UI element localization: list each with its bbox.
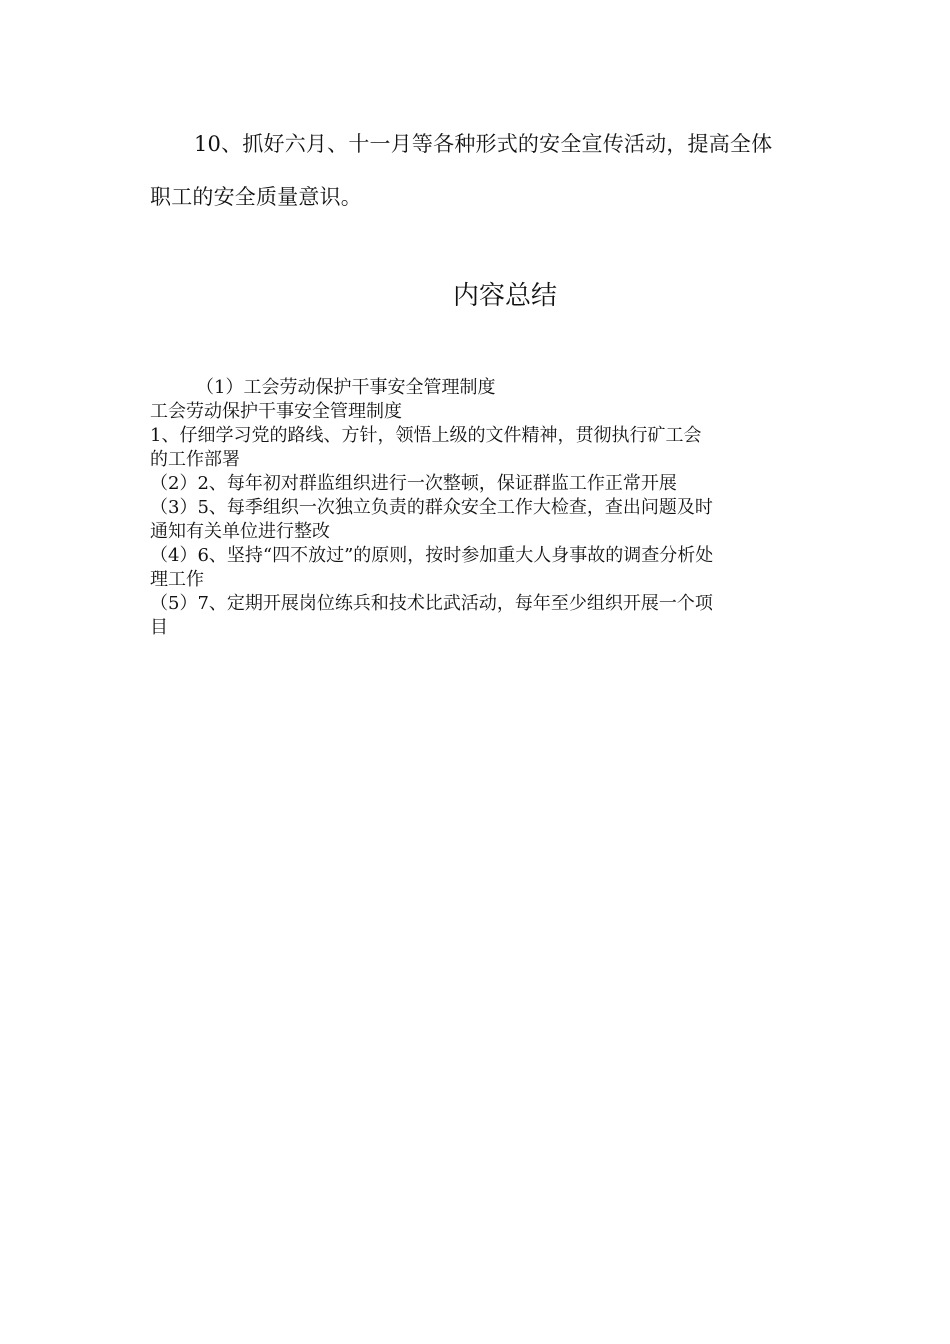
- summary-line: 的工作部署: [150, 449, 240, 470]
- summary-line: （1）工会劳动保护干事安全管理制度: [196, 377, 496, 398]
- summary-heading: 内容总结: [452, 281, 557, 311]
- summary-line: （2）2、每年初对群监组织进行一次整顿，保证群监工作正常开展: [150, 473, 677, 494]
- summary-line: 目: [150, 617, 168, 638]
- summary-body: [150, 376, 800, 640]
- summary-line: 1、仔细学习党的路线、方针，领悟上级的文件精神，贯彻执行矿工会: [150, 425, 702, 446]
- summary-line: （5）7、定期开展岗位练兵和技术比武活动，每年至少组织开展一个项: [150, 593, 713, 614]
- summary-line: 理工作: [150, 569, 204, 590]
- paragraph-item-10: [150, 118, 810, 224]
- paragraph-line-1: [150, 118, 810, 171]
- summary-line: 通知有关单位进行整改: [150, 521, 330, 542]
- paragraph-line-2: 职工的安全质量意识。: [150, 185, 362, 209]
- summary-line: （3）5、每季组织一次独立负责的群众安全工作大检查，查出问题及时: [150, 497, 713, 518]
- paragraph-line-1-text: 10、抓好六月、十一月等各种形式的安全宣传活动，提高全体: [194, 132, 773, 156]
- summary-line: （4）6、坚持“四不放过”的原则，按时参加重大人身事故的调查分析处: [150, 545, 714, 566]
- summary-line: 工会劳动保护干事安全管理制度: [150, 401, 402, 422]
